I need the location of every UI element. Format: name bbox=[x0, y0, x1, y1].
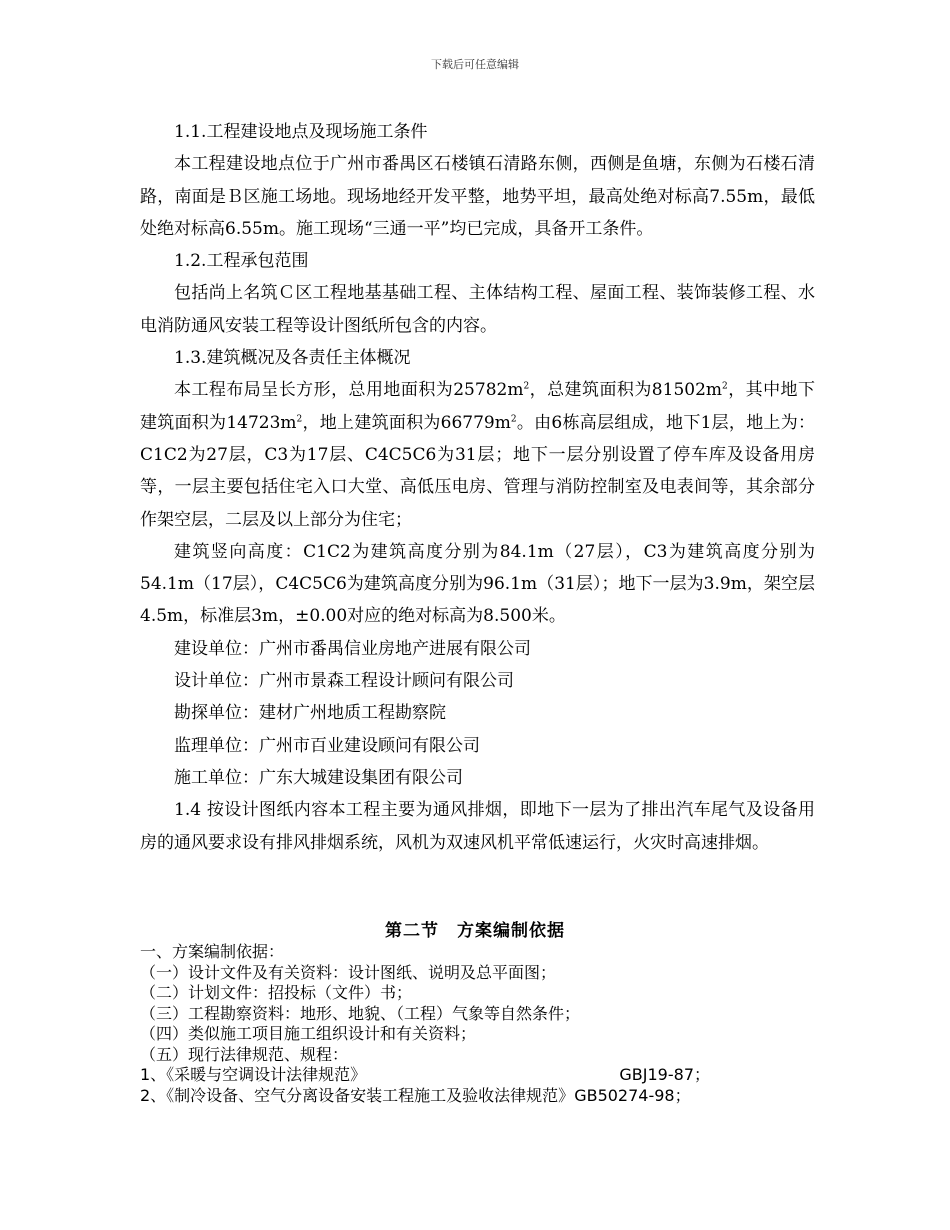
unit-survey: 勘探单位：建材广州地质工程勘察院 bbox=[174, 703, 446, 724]
overview-text-5: 。由6栋高层组成，地下1层，地上为：C1C2为27层，C3为17层、C4C5C6为31层；地下一层分别设置了停车库及设备用房等，一层主要包括住宅入口大堂、高低压电房、管理与消防控制室及电表间等，其余部分作架空层，二层及以上部分为住宅； bbox=[140, 412, 815, 530]
unit-design: 设计单位：广州市景森工程设计顾问有限公司 bbox=[174, 671, 514, 692]
basis-line-0: 一、方案编制依据： bbox=[140, 942, 285, 961]
section-title: 第二节 方案编制依据 bbox=[385, 921, 565, 941]
superscript-2: 2 bbox=[722, 381, 728, 392]
overview-text-2: ，总建筑面积为81502m bbox=[529, 380, 723, 401]
page-header: 下载后可任意编辑 bbox=[431, 58, 519, 71]
overview-text-3: ，其中地下建筑面积为14723m bbox=[140, 380, 816, 433]
heading-1-1: 1.1.工程建设地点及现场施工条件 bbox=[174, 122, 428, 142]
basis-line-4: （四）类似施工项目施工组织设计和有关资料； bbox=[140, 1024, 477, 1043]
basis-line-5: （五）现行法律规范、规程： bbox=[140, 1044, 349, 1064]
paragraph-site-conditions: 本工程建设地点位于广州市番禺区石楼镇石清路东侧，西侧是鱼塘，东侧为石楼石清路，南面是Ｂ区施工场地。现场地经开发平整，地势平坦，最高处绝对标高7.55m，最低处绝对标高6.55m。施工现场“三通一平”均已完成，具备开工条件。 bbox=[140, 154, 815, 239]
paragraph-building-height: 建筑竖向高度：C1C2为建筑高度分别为84.1m（27层），C3为建筑高度分别为54.1m（17层），C4C5C6为建筑高度分别为96.1m（31层）；地下一层为3.9m，架空层4.5m，标准层3m，±0.00对应的绝对标高为8.500米。 bbox=[140, 541, 815, 627]
body-text bbox=[140, 116, 815, 859]
superscript-2: 2 bbox=[510, 414, 517, 425]
paragraph-scope: 包括尚上名筑Ｃ区工程地基基础工程、主体结构工程、屋面工程、装饰装修工程、水电消防通风安装工程等设计图纸所包含的内容。 bbox=[140, 283, 815, 336]
standard-row-1 bbox=[140, 1065, 820, 1086]
standard-row-2 bbox=[140, 1086, 820, 1107]
standard-2-name: 2、《制冷设备、空气分离设备安装工程施工及验收法律规范》 bbox=[140, 1085, 575, 1105]
standard-2-code: GB50274-98； bbox=[574, 1085, 691, 1105]
paragraph-ventilation: 1.4 按设计图纸内容本工程主要为通风排烟，即地下一层为了排出汽车尾气及设备用房的通风要求设有排风排烟系统，风机为双速风机平常低速运行，火灾时高速排烟。 bbox=[140, 800, 815, 853]
standard-1-name: 1、《采暖与空调设计法律规范》 bbox=[140, 1065, 367, 1084]
superscript-2: 2 bbox=[523, 381, 530, 392]
basis-line-2: （二）计划文件：招投标（文件）书； bbox=[140, 983, 413, 1002]
paragraph-building-overview bbox=[140, 374, 815, 535]
unit-construction: 建设单位：广州市番禺信业房地产进展有限公司 bbox=[174, 638, 531, 659]
overview-text-4: ，地上建筑面积为66779m bbox=[302, 412, 511, 433]
heading-1-3: 1.3.建筑概况及各责任主体概况 bbox=[174, 348, 411, 369]
basis-list bbox=[140, 942, 820, 1106]
basis-line-3: （三）工程勘察资料：地形、地貌、（工程）气象等自然条件； bbox=[140, 1003, 581, 1023]
unit-contractor: 施工单位：广东大城建设集团有限公司 bbox=[174, 767, 463, 788]
basis-line-1: （一）设计文件及有关资料：设计图纸、说明及总平面图； bbox=[140, 962, 557, 982]
superscript-2: 2 bbox=[296, 414, 303, 425]
standard-1-code: GBJ19-87； bbox=[619, 1065, 710, 1084]
unit-supervision: 监理单位：广州市百业建设顾问有限公司 bbox=[174, 735, 480, 756]
overview-text-1: 本工程布局呈长方形，总用地面积为25782m bbox=[174, 380, 524, 401]
heading-1-2: 1.2.工程承包范围 bbox=[174, 251, 309, 272]
